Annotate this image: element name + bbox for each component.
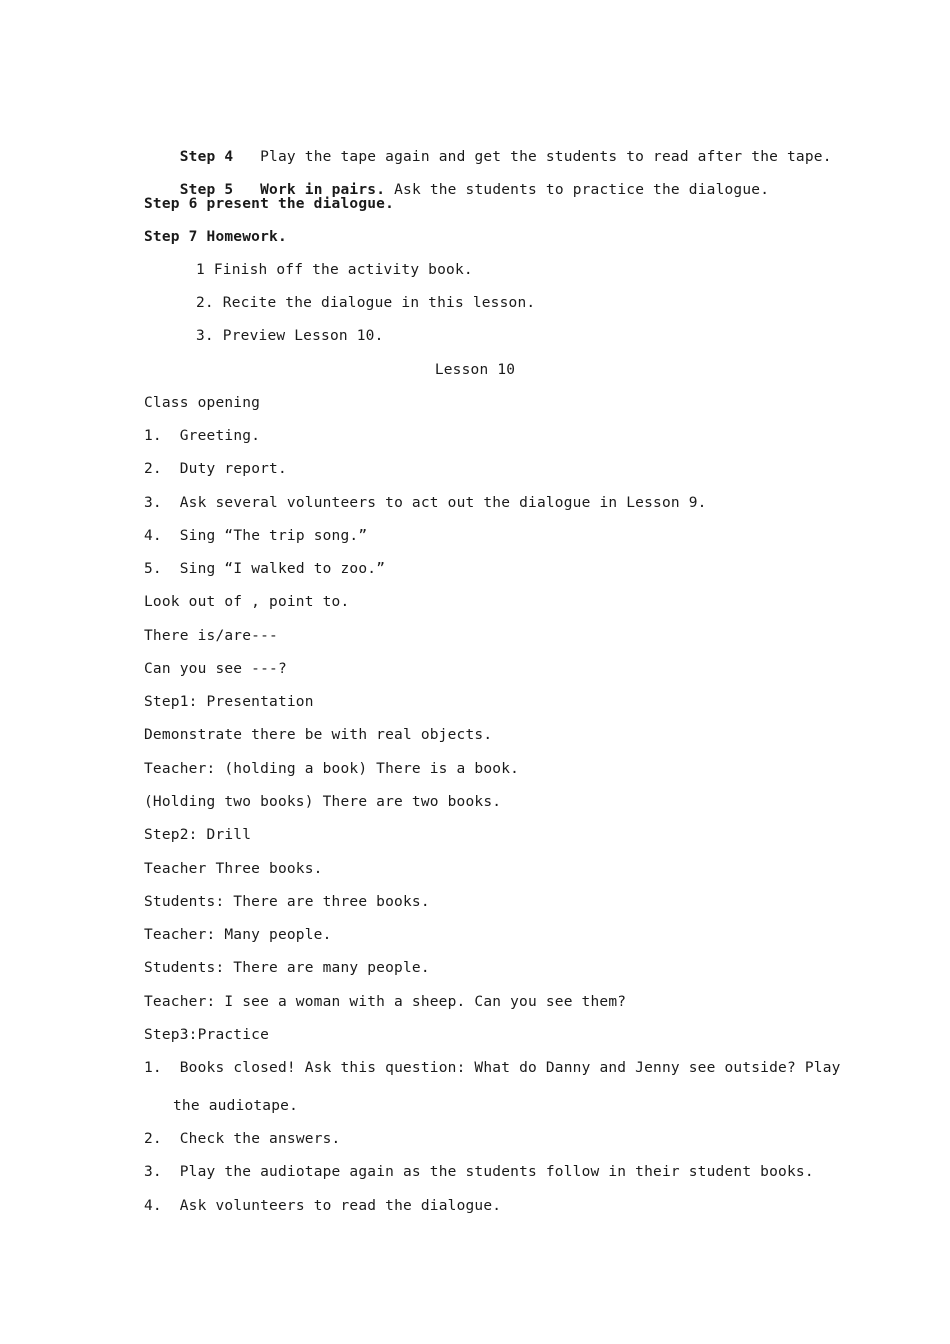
item-number: 5.	[144, 561, 162, 577]
step5-bold-text: Work in pairs.	[260, 182, 386, 198]
item-text: Sing “The trip song.”	[179, 528, 368, 544]
class-opening-item	[144, 426, 260, 446]
drill-line: Students: There are many people.	[144, 960, 430, 976]
practice-item	[144, 1058, 841, 1078]
homework-item: 3. Preview Lesson 10.	[196, 328, 384, 344]
practice-item-continuation: the audiotape.	[173, 1098, 299, 1114]
item-text: Ask volunteers to read the dialogue.	[179, 1198, 502, 1214]
drill-line: Teacher Three books.	[144, 861, 323, 877]
item-number: 4.	[144, 1198, 162, 1214]
item-number: 1.	[144, 1060, 162, 1076]
item-text: Ask several volunteers to act out the dialogue in Lesson 9.	[179, 495, 707, 511]
homework-item: 2. Recite the dialogue in this lesson.	[196, 295, 536, 311]
practice-item	[144, 1162, 814, 1182]
item-text: Check the answers.	[179, 1131, 341, 1147]
class-opening-item	[144, 459, 287, 479]
class-opening-heading: Class opening	[144, 395, 261, 411]
key-phrase: Can you see ---?	[144, 661, 287, 677]
step5-label: Step 5	[179, 182, 234, 198]
step4-label: Step 4	[179, 149, 234, 165]
key-phrase: There is/are---	[144, 628, 278, 644]
class-opening-item	[144, 526, 367, 546]
item-number: 1.	[144, 428, 162, 444]
presentation-heading: Step1: Presentation	[144, 694, 314, 710]
presentation-line: Demonstrate there be with real objects.	[144, 727, 493, 743]
step4-text: Play the tape again and get the students to read after the tape.	[260, 149, 832, 165]
item-text: Books closed! Ask this question: What do Danny and Jenny see outside? Play	[179, 1060, 841, 1076]
practice-item	[144, 1129, 341, 1149]
item-number: 3.	[144, 495, 162, 511]
homework-item: 1 Finish off the activity book.	[196, 262, 473, 278]
step7-line: Step 7 Homework.	[144, 229, 287, 245]
practice-item	[144, 1196, 501, 1216]
drill-line: Teacher: Many people.	[144, 927, 332, 943]
drill-heading: Step2: Drill	[144, 827, 252, 843]
drill-line: Students: There are three books.	[144, 894, 430, 910]
step6-line: Step 6 present the dialogue.	[144, 196, 395, 212]
item-text: Play the audiotape again as the students follow in their student books.	[179, 1164, 814, 1180]
practice-heading: Step3:Practice	[144, 1027, 270, 1043]
item-text: Duty report.	[179, 461, 287, 477]
key-phrase: Look out of , point to.	[144, 594, 350, 610]
class-opening-item	[144, 559, 385, 579]
item-number: 4.	[144, 528, 162, 544]
item-number: 2.	[144, 1131, 162, 1147]
drill-line: Teacher: I see a woman with a sheep. Can you see them?	[144, 994, 627, 1010]
item-number: 3.	[144, 1164, 162, 1180]
item-text: Sing “I walked to zoo.”	[179, 561, 386, 577]
item-number: 2.	[144, 461, 162, 477]
step5-text: Ask the students to practice the dialogue.	[394, 182, 770, 198]
presentation-line: (Holding two books) There are two books.	[144, 794, 502, 810]
lesson-title: Lesson 10	[434, 362, 516, 378]
item-text: Greeting.	[179, 428, 261, 444]
presentation-line: Teacher: (holding a book) There is a book.	[144, 761, 520, 777]
class-opening-item	[144, 493, 707, 513]
